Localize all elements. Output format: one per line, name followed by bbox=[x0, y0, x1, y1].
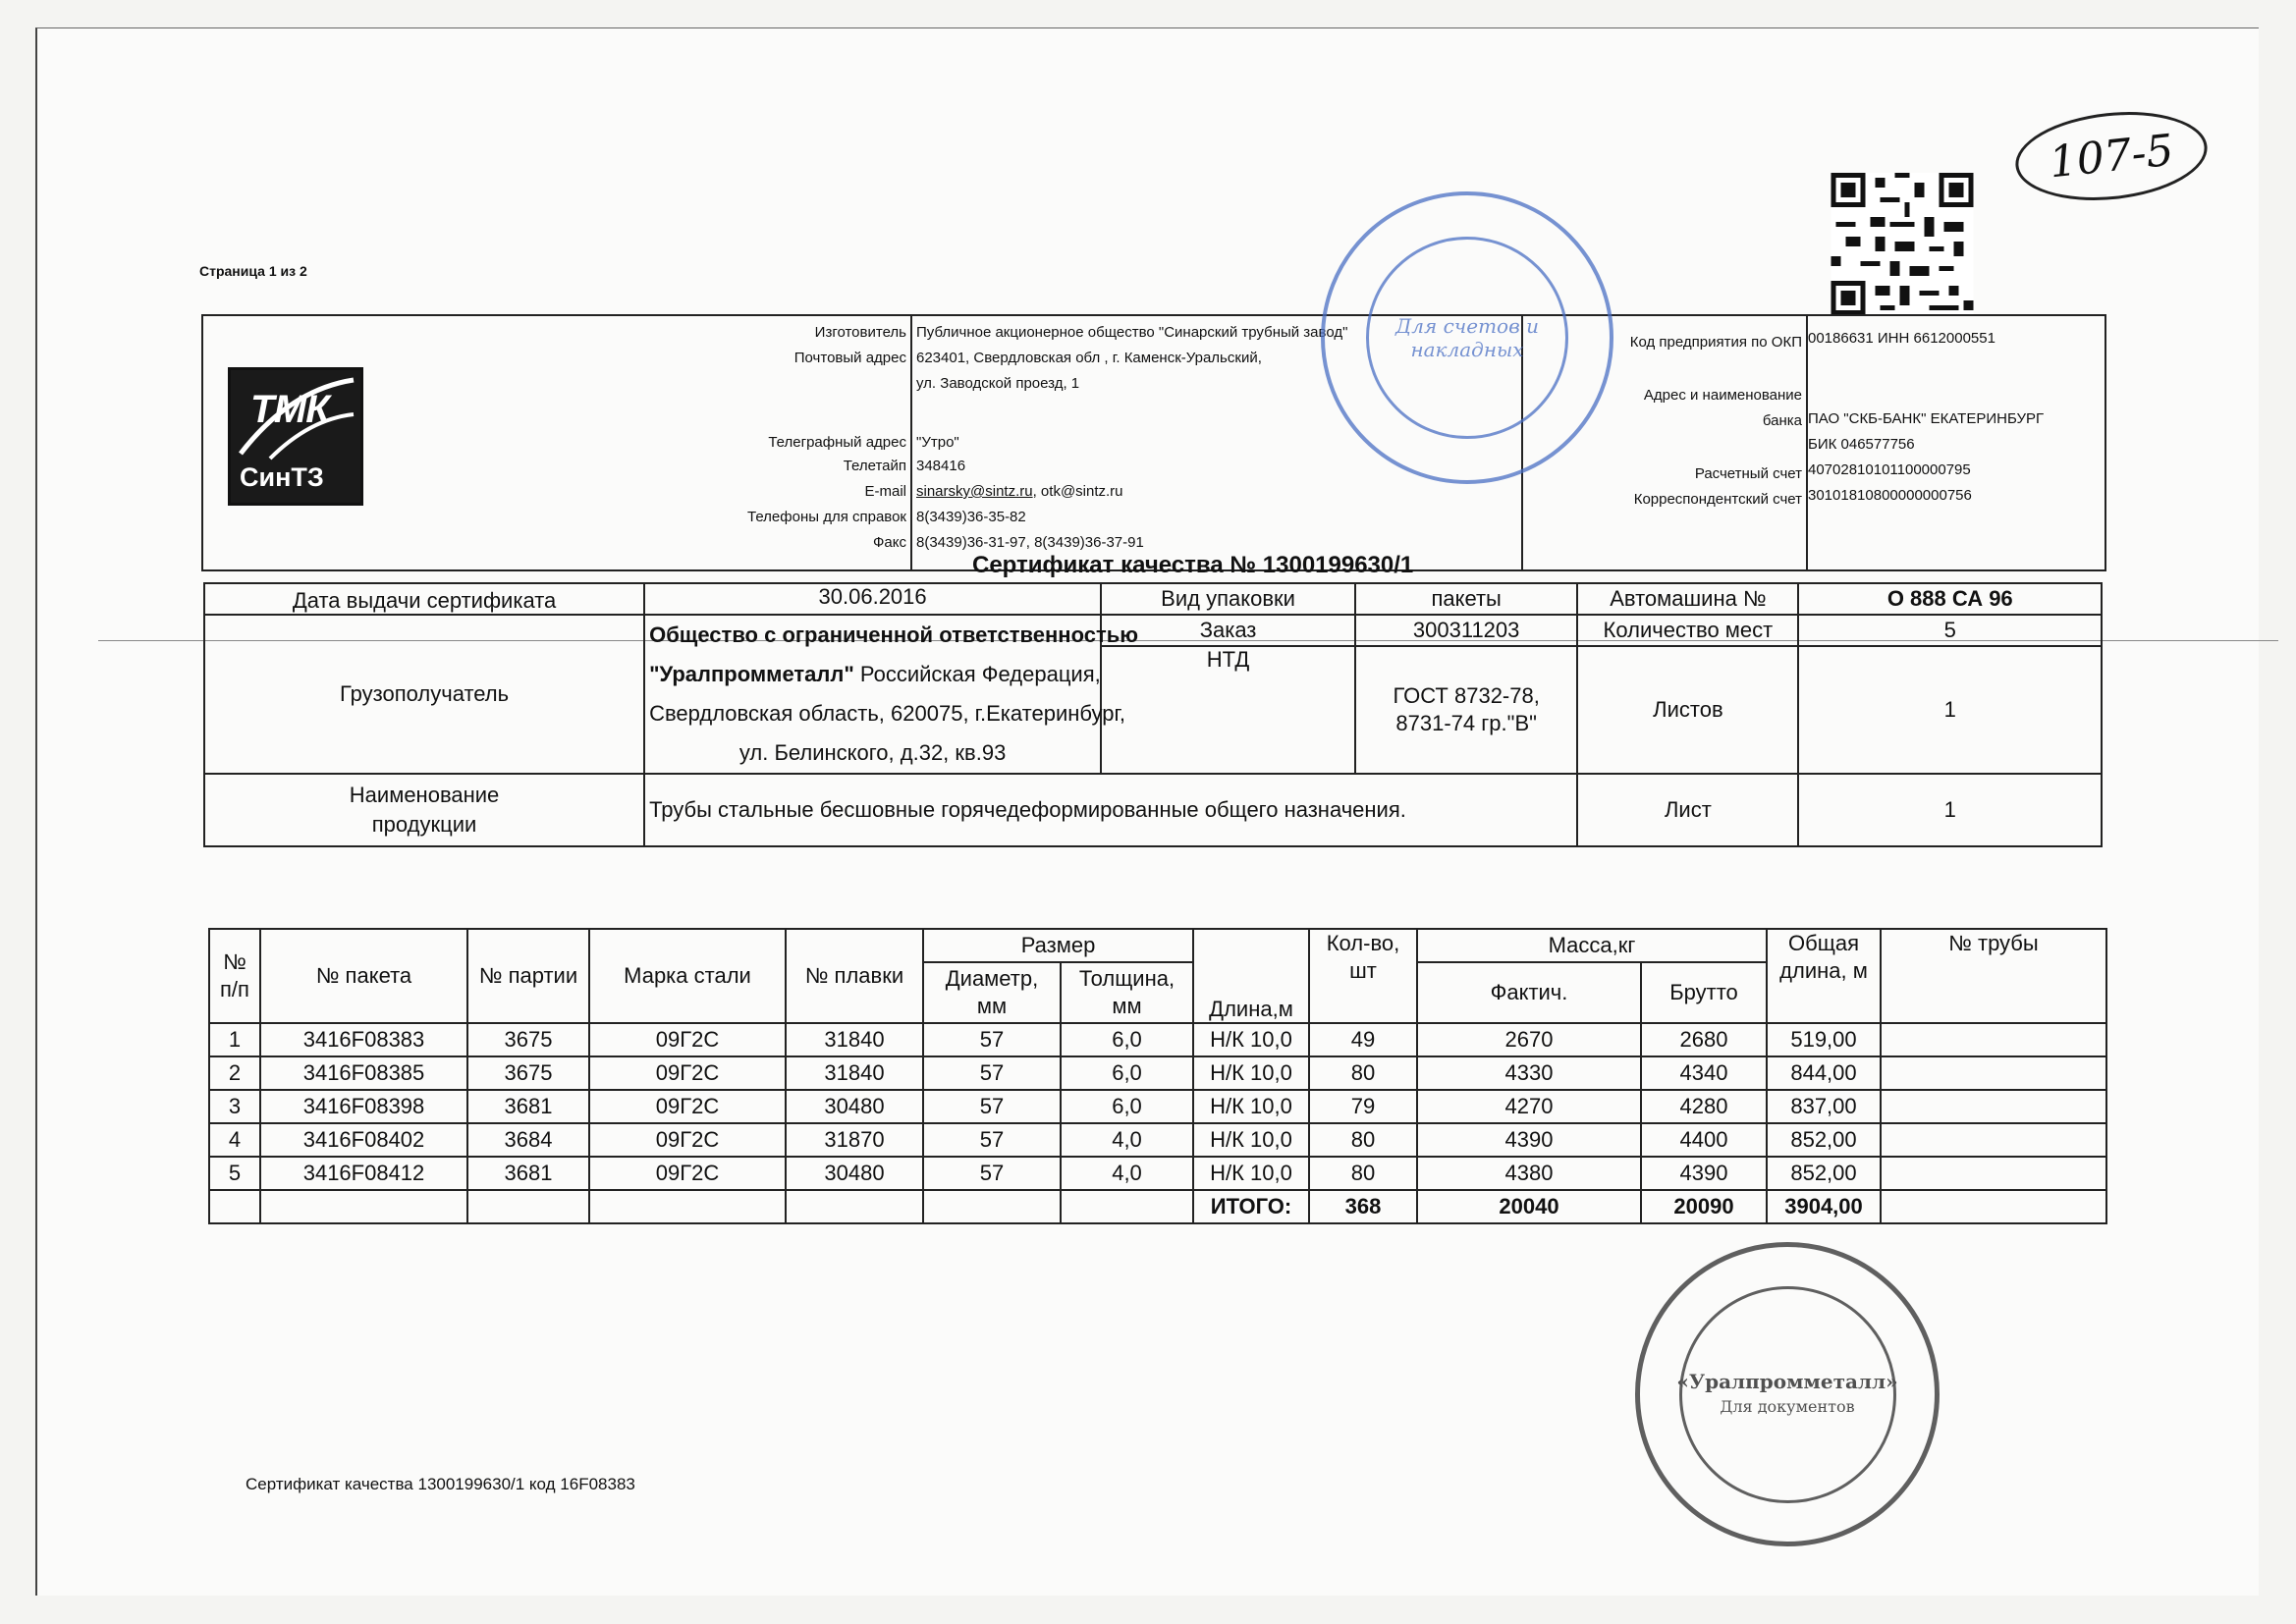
row-heat: 30480 bbox=[786, 1090, 923, 1123]
value-bank: ПАО "СКБ-БАНК" ЕКАТЕРИНБУРГ bbox=[1808, 410, 2045, 427]
label-corr-account: Корреспондентский счет bbox=[1633, 491, 1802, 508]
certificate-info-table bbox=[203, 582, 2103, 847]
header-num: № п/п bbox=[209, 929, 260, 1023]
consignee-line-4: ул. Белинского, д.32, кв.93 bbox=[738, 740, 1007, 765]
row-total-length: 852,00 bbox=[1767, 1157, 1881, 1190]
row-qty: 80 bbox=[1309, 1056, 1417, 1090]
product-name: Трубы стальные бесшовные горячедеформированные общего назначения. bbox=[644, 774, 1577, 846]
value-fax: 8(3439)36-31-97, 8(3439)36-37-91 bbox=[916, 534, 1144, 551]
row-thickness: 6,0 bbox=[1061, 1023, 1193, 1056]
total-empty-3 bbox=[467, 1190, 589, 1223]
row-total-length: 837,00 bbox=[1767, 1090, 1881, 1123]
row-diameter: 57 bbox=[923, 1090, 1061, 1123]
row-pipe bbox=[1881, 1157, 2106, 1190]
row-steel: 09Г2С bbox=[589, 1023, 786, 1056]
packing-value: пакеты bbox=[1355, 583, 1577, 615]
label-fax: Факс bbox=[873, 534, 906, 551]
row-pipe bbox=[1881, 1123, 2106, 1157]
header-diameter: Диаметр, мм bbox=[923, 962, 1061, 1023]
label-telex: Телетайп bbox=[843, 458, 906, 474]
table-row bbox=[209, 1090, 2106, 1123]
row-net: 4270 bbox=[1417, 1090, 1641, 1123]
table-row bbox=[209, 1157, 2106, 1190]
total-gross: 20090 bbox=[1641, 1190, 1767, 1223]
total-label: ИТОГО: bbox=[1193, 1190, 1309, 1223]
row-thickness: 4,0 bbox=[1061, 1157, 1193, 1190]
sheets-label: Листов bbox=[1577, 646, 1798, 774]
row-diameter: 57 bbox=[923, 1023, 1061, 1056]
row-diameter: 57 bbox=[923, 1123, 1061, 1157]
total-empty-7 bbox=[1061, 1190, 1193, 1223]
row-pipe bbox=[1881, 1056, 2106, 1090]
company-stamp-name: «Уралпромметалл» bbox=[1676, 1370, 1898, 1393]
truck-number: О 888 СА 96 bbox=[1798, 583, 2102, 615]
row-net: 4390 bbox=[1417, 1123, 1641, 1157]
row-num: 3 bbox=[209, 1090, 260, 1123]
row-package: 3416F08412 bbox=[260, 1157, 467, 1190]
bank-stamp bbox=[1321, 191, 1613, 484]
row-qty: 49 bbox=[1309, 1023, 1417, 1056]
header-bank-values bbox=[1806, 316, 2101, 569]
table-row bbox=[209, 1056, 2106, 1090]
value-phones: 8(3439)36-35-82 bbox=[916, 509, 1026, 525]
header-heat: № плавки bbox=[786, 929, 923, 1023]
row-length: Н/К 10,0 bbox=[1193, 1056, 1309, 1090]
value-account: 40702810101100000795 bbox=[1808, 461, 1971, 478]
row-gross: 4400 bbox=[1641, 1123, 1767, 1157]
product-label bbox=[204, 774, 644, 846]
table-row bbox=[209, 1023, 2106, 1056]
value-manufacturer: Публичное акционерное общество "Синарский трубный завод" bbox=[916, 324, 1348, 341]
row-batch: 3681 bbox=[467, 1157, 589, 1190]
email-link[interactable]: sinarsky@sintz.ru bbox=[916, 483, 1033, 500]
row-qty: 80 bbox=[1309, 1157, 1417, 1190]
row-pipe bbox=[1881, 1023, 2106, 1056]
label-account: Расчетный счет bbox=[1694, 465, 1802, 482]
issue-date: 30.06.2016 bbox=[644, 583, 1101, 615]
row-net: 2670 bbox=[1417, 1023, 1641, 1056]
row-package: 3416F08385 bbox=[260, 1056, 467, 1090]
ntd-line-1: ГОСТ 8732-78, bbox=[1393, 683, 1540, 708]
total-empty-6 bbox=[923, 1190, 1061, 1223]
row-num: 5 bbox=[209, 1157, 260, 1190]
label-okp: Код предприятия по ОКП bbox=[1629, 334, 1802, 351]
manufacturer-header bbox=[201, 314, 2106, 571]
label-bank-title: Адрес и наименование bbox=[1643, 387, 1802, 404]
places-label: Количество мест bbox=[1577, 615, 1798, 646]
total-empty-5 bbox=[786, 1190, 923, 1223]
row-total-length: 852,00 bbox=[1767, 1123, 1881, 1157]
row-heat: 31840 bbox=[786, 1056, 923, 1090]
row-steel: 09Г2С bbox=[589, 1123, 786, 1157]
row-batch: 3681 bbox=[467, 1090, 589, 1123]
row-pipe bbox=[1881, 1090, 2106, 1123]
bank-stamp-center: Для счетов и накладных bbox=[1366, 237, 1568, 439]
product-label-2: продукции bbox=[371, 812, 477, 837]
row-qty: 80 bbox=[1309, 1123, 1417, 1157]
issue-date-label: Дата выдачи сертификата bbox=[204, 583, 644, 615]
consignee-line-2 bbox=[649, 655, 1101, 694]
ntd-value bbox=[1355, 646, 1577, 774]
row-thickness: 6,0 bbox=[1061, 1056, 1193, 1090]
page-number: Страница 1 из 2 bbox=[199, 263, 307, 279]
row-gross: 4340 bbox=[1641, 1056, 1767, 1090]
sheet-label: Лист bbox=[1577, 774, 1798, 846]
row-gross: 4280 bbox=[1641, 1090, 1767, 1123]
row-batch: 3675 bbox=[467, 1056, 589, 1090]
table-row bbox=[209, 1123, 2106, 1157]
row-batch: 3675 bbox=[467, 1023, 589, 1056]
row-heat: 31870 bbox=[786, 1123, 923, 1157]
header-batch: № партии bbox=[467, 929, 589, 1023]
tmk-sintz-logo bbox=[228, 367, 363, 506]
ntd-label: НТД bbox=[1101, 646, 1355, 774]
total-length: 3904,00 bbox=[1767, 1190, 1881, 1223]
header-steel: Марка стали bbox=[589, 929, 786, 1023]
row-package: 3416F08402 bbox=[260, 1123, 467, 1157]
value-telegraph: "Утро" bbox=[916, 434, 959, 451]
row-net: 4330 bbox=[1417, 1056, 1641, 1090]
row-diameter: 57 bbox=[923, 1056, 1061, 1090]
row-heat: 31840 bbox=[786, 1023, 923, 1056]
logo-text-sintz: СинТЗ bbox=[240, 462, 324, 492]
packing-label: Вид упаковки bbox=[1101, 583, 1355, 615]
sheet-value: 1 bbox=[1798, 774, 2102, 846]
total-empty-2 bbox=[260, 1190, 467, 1223]
footer-certificate-code: Сертификат качества 1300199630/1 код 16F08383 bbox=[246, 1475, 635, 1493]
ntd-line-2: 8731-74 гр."В" bbox=[1395, 711, 1537, 735]
row-package: 3416F08383 bbox=[260, 1023, 467, 1056]
header-qty: Кол-во, шт bbox=[1309, 929, 1417, 1023]
header-package: № пакета bbox=[260, 929, 467, 1023]
email-secondary: , otk@sintz.ru bbox=[1032, 483, 1123, 500]
row-package: 3416F08398 bbox=[260, 1090, 467, 1123]
row-total-length: 519,00 bbox=[1767, 1023, 1881, 1056]
consignee-line-1: Общество с ограниченной ответственностью bbox=[649, 623, 1139, 647]
row-length: Н/К 10,0 bbox=[1193, 1123, 1309, 1157]
label-phones: Телефоны для справок bbox=[747, 509, 906, 525]
places-value: 5 bbox=[1798, 615, 2102, 646]
row-total-length: 844,00 bbox=[1767, 1056, 1881, 1090]
total-empty-8 bbox=[1881, 1190, 2106, 1223]
row-num: 2 bbox=[209, 1056, 260, 1090]
order-number: 300311203 bbox=[1355, 615, 1577, 646]
qr-code bbox=[1829, 173, 1976, 315]
header-mass: Масса,кг bbox=[1417, 929, 1767, 962]
sheets-value: 1 bbox=[1798, 646, 2102, 774]
logo-text-tmk: ТМК bbox=[250, 388, 329, 431]
consignee-country: Российская Федерация, bbox=[853, 662, 1101, 686]
total-empty-4 bbox=[589, 1190, 786, 1223]
total-empty-1 bbox=[209, 1190, 260, 1223]
value-email bbox=[916, 483, 1123, 500]
company-stamp-center bbox=[1676, 1286, 1898, 1503]
row-qty: 79 bbox=[1309, 1090, 1417, 1123]
row-thickness: 6,0 bbox=[1061, 1090, 1193, 1123]
consignee-label: Грузополучатель bbox=[204, 615, 644, 774]
row-length: Н/К 10,0 bbox=[1193, 1023, 1309, 1056]
total-qty: 368 bbox=[1309, 1190, 1417, 1223]
header-length: Длина,м bbox=[1193, 929, 1309, 1023]
row-thickness: 4,0 bbox=[1061, 1123, 1193, 1157]
row-diameter: 57 bbox=[923, 1157, 1061, 1190]
row-net: 4380 bbox=[1417, 1157, 1641, 1190]
header-pipe: № трубы bbox=[1881, 929, 2106, 1023]
label-manufacturer: Изготовитель bbox=[814, 324, 906, 341]
row-length: Н/К 10,0 bbox=[1193, 1090, 1309, 1123]
truck-label: Автомашина № bbox=[1577, 583, 1798, 615]
header-total-length: Общая длина, м bbox=[1767, 929, 1881, 1023]
row-steel: 09Г2С bbox=[589, 1157, 786, 1190]
value-bik: БИК 046577756 bbox=[1808, 436, 1915, 453]
label-email: E-mail bbox=[864, 483, 906, 500]
row-heat: 30480 bbox=[786, 1157, 923, 1190]
header-labels bbox=[498, 316, 912, 569]
product-label-1: Наименование bbox=[349, 783, 500, 807]
row-steel: 09Г2С bbox=[589, 1056, 786, 1090]
company-stamp bbox=[1635, 1242, 1940, 1546]
total-net: 20040 bbox=[1417, 1190, 1641, 1223]
pipe-data-table bbox=[208, 928, 2107, 1224]
row-num: 4 bbox=[209, 1123, 260, 1157]
value-telex: 348416 bbox=[916, 458, 966, 474]
value-corr-account: 30101810800000000756 bbox=[1808, 487, 1972, 504]
order-label: Заказ bbox=[1101, 615, 1355, 646]
value-postal-address-2: ул. Заводской проезд, 1 bbox=[916, 375, 1080, 392]
row-length: Н/К 10,0 bbox=[1193, 1157, 1309, 1190]
value-postal-address-1: 623401, Свердловская обл , г. Каменск-Уральский, bbox=[916, 350, 1262, 366]
label-telegraph: Телеграфный адрес bbox=[768, 434, 906, 451]
consignee-address bbox=[644, 615, 1139, 774]
header-net: Фактич. bbox=[1417, 962, 1641, 1023]
row-gross: 2680 bbox=[1641, 1023, 1767, 1056]
row-batch: 3684 bbox=[467, 1123, 589, 1157]
company-stamp-purpose: Для документов bbox=[1720, 1397, 1855, 1416]
value-okp: 00186631 ИНН 6612000551 bbox=[1808, 330, 1995, 347]
row-num: 1 bbox=[209, 1023, 260, 1056]
row-steel: 09Г2С bbox=[589, 1090, 786, 1123]
certificate-title: Сертификат качества № 1300199630/1 bbox=[972, 552, 1414, 578]
label-postal-address: Почтовый адрес bbox=[793, 350, 906, 366]
header-gross: Брутто bbox=[1641, 962, 1767, 1023]
consignee-name: "Уралпромметалл" bbox=[649, 662, 854, 686]
label-bank: банка bbox=[1762, 412, 1802, 429]
consignee-line-3: Свердловская область, 620075, г.Екатеринбург, bbox=[649, 701, 1125, 726]
header-thickness: Толщина, мм bbox=[1061, 962, 1193, 1023]
handwritten-note: 107-5 bbox=[2011, 103, 2212, 209]
header-size: Размер bbox=[923, 929, 1193, 962]
row-gross: 4390 bbox=[1641, 1157, 1767, 1190]
